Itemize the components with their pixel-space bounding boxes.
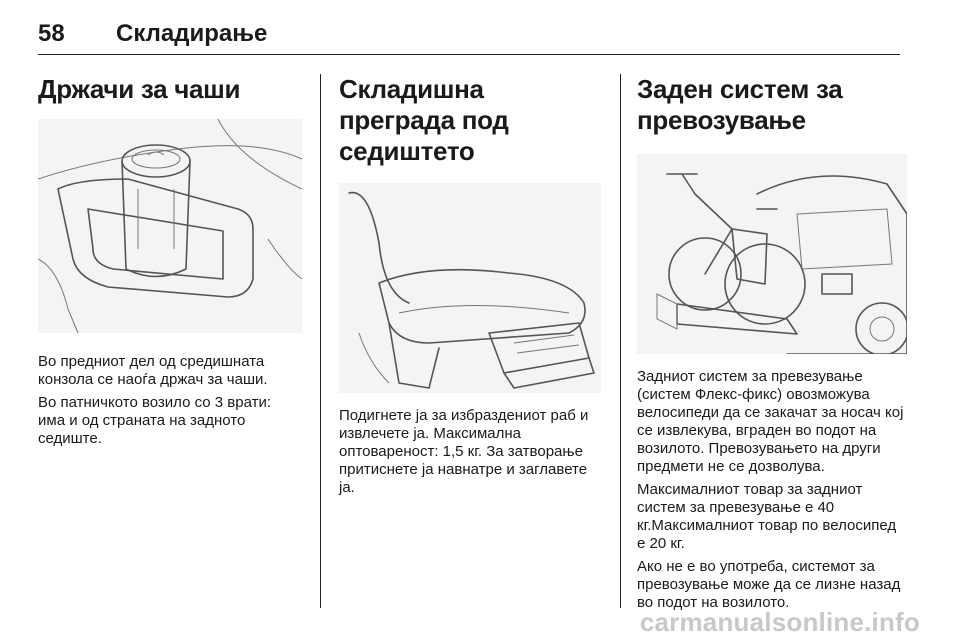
- watermark: carmanualsonline.info: [639, 607, 920, 637]
- section-title-cup-holders: Држачи за чаши: [38, 74, 241, 104]
- cup-holders-text: [38, 353, 302, 448]
- page-number: 58: [38, 20, 65, 47]
- seat-drawer-illustration: [339, 183, 601, 393]
- cup-holders-paragraph-2: Во патничкото возило со 3 врати: има и од страната на задното седиште.: [38, 394, 272, 447]
- column-cup-holders: [38, 74, 302, 608]
- bike-carrier-illustration: [637, 154, 907, 354]
- page-header: [38, 14, 900, 55]
- rear-carrier-paragraph-3: Ако не е во употреба, системот за превозување може да се лизне назад во подот на возилото.: [637, 558, 901, 611]
- section-title-under-seat: Складишна преграда под седиштето: [339, 74, 509, 166]
- column-rear-carrier: [620, 74, 904, 611]
- rear-carrier-paragraph-2: Максималниот товар за задниот систем за превезување е 40 кг.Максималниот товар по велосипед е 20 кг.: [637, 481, 897, 552]
- column-under-seat: [320, 74, 604, 608]
- under-seat-paragraph-1: Подигнете ја за избраздениот раб и извлечете ја. Максимална оптовареност: 1,5 кг. За затворање притиснете ја навнатре и заглавете ја.: [339, 407, 589, 496]
- chapter-title: Складирање: [116, 20, 268, 47]
- rear-carrier-paragraph-1: Задниот систем за превезување (систем Флекс-фикс) овозможува велосипеди да се закачат за носач кој се извлекува, вграден во подот на возилото. Превозувањето на други предмети не се дозволува.: [637, 368, 904, 475]
- under-seat-text: [339, 407, 604, 497]
- cup-holder-illustration: [38, 119, 302, 333]
- cup-holders-paragraph-1: Во предниот дел од средишната конзола се наоѓа држач за чаши.: [38, 353, 268, 388]
- section-title-rear-carrier: Заден систем за превозување: [637, 74, 843, 135]
- rear-carrier-text: [637, 368, 904, 612]
